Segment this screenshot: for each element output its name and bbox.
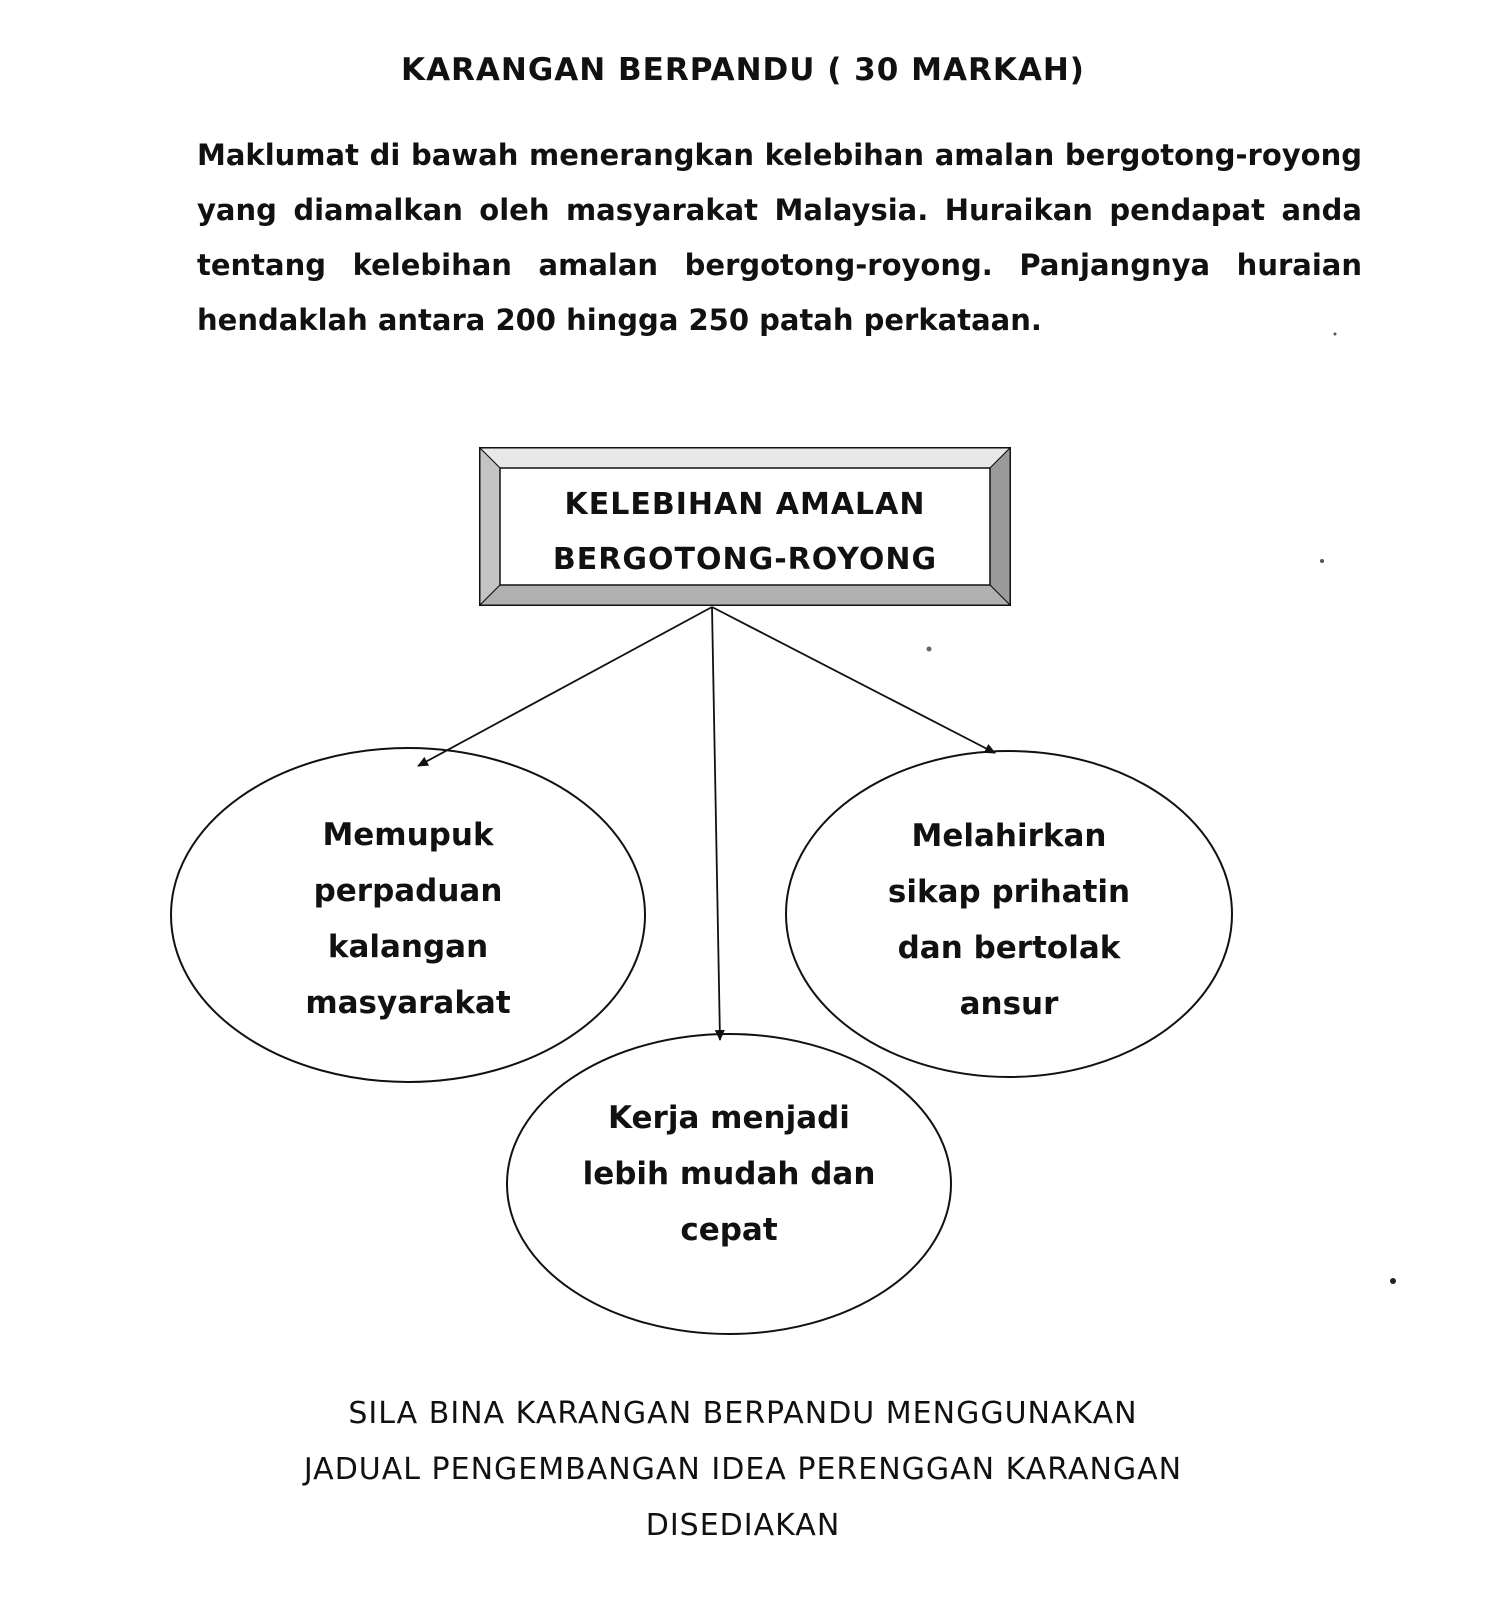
node-bottom-line-3: cepat	[680, 1212, 778, 1248]
node-right-line-2: sikap prihatin	[887, 874, 1131, 910]
node-right-line-4: ansur	[959, 986, 1059, 1022]
footer-line-3: DISEDIAKAN	[645, 1508, 841, 1543]
central-topic-line-2: BERGOTONG-ROYONG	[552, 542, 938, 577]
arrow-to-bottom-node	[712, 607, 720, 1040]
instruction-paragraph: Maklumat di bawah menerangkan kelebihan amalan bergotong-royong yang diamalkan oleh masyarakat Malaysia. Huraikan pendapat anda tentang kelebihan amalan bergotong-royong. Panjangnya huraian hendaklah antara 200 hingga 250 patah perkataan.	[197, 138, 1362, 337]
node-right	[786, 751, 1232, 1077]
central-topic-line-1: KELEBIHAN AMALAN	[564, 487, 926, 522]
node-bottom	[507, 1034, 951, 1334]
node-left-line-2: perpaduan	[313, 873, 503, 909]
bevel-left	[480, 448, 500, 605]
page-title: KARANGAN BERPANDU ( 30 MARKAH)	[401, 52, 1085, 88]
node-left	[171, 748, 645, 1082]
node-right-line-3: dan bertolak	[897, 930, 1121, 966]
bevel-top	[480, 448, 1010, 468]
footer-instruction	[0, 1386, 1486, 1554]
arrow-to-right-node	[712, 607, 995, 753]
scan-speck	[1320, 559, 1324, 563]
arrow-to-left-node	[418, 607, 712, 766]
bevel-right	[990, 448, 1010, 605]
node-left-line-1: Memupuk	[322, 817, 494, 853]
scan-speck	[1390, 1278, 1396, 1284]
node-bottom-line-1: Kerja menjadi	[608, 1100, 850, 1136]
node-left-line-4: masyarakat	[305, 985, 511, 1021]
node-right-line-1: Melahirkan	[911, 818, 1107, 854]
central-topic-box	[480, 448, 1010, 605]
scan-speck	[1334, 333, 1337, 336]
node-left-line-3: kalangan	[327, 929, 489, 965]
bevel-bottom	[480, 585, 1010, 605]
node-bottom-line-2: lebih mudah dan	[582, 1156, 876, 1192]
scan-speck	[927, 647, 932, 652]
footer-line-1: SILA BINA KARANGAN BERPANDU MENGGUNAKAN	[348, 1396, 1138, 1431]
footer-line-2: JADUAL PENGEMBANGAN IDEA PERENGGAN KARANGAN	[303, 1452, 1183, 1487]
